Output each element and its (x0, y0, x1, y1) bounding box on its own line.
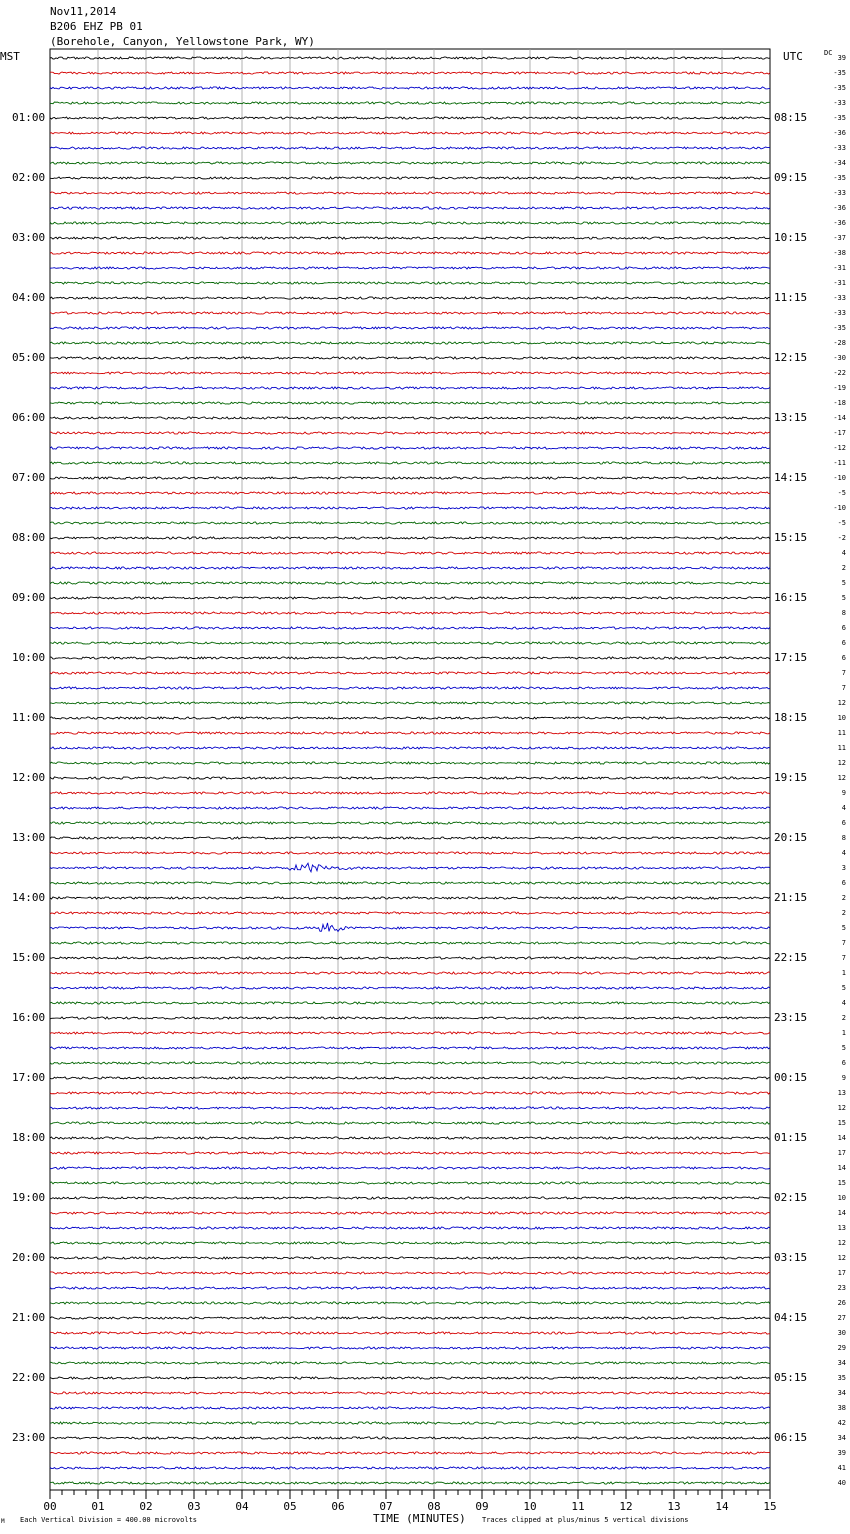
trace-lines (50, 57, 770, 1484)
seismic-trace (50, 1257, 770, 1259)
dc-offset-value: -33 (833, 99, 846, 107)
dc-offset-value: 26 (837, 1299, 846, 1307)
dc-offset-value: 12 (837, 699, 846, 707)
seismic-trace (50, 972, 770, 974)
seismic-trace (50, 687, 770, 689)
dc-column-header: DC (824, 49, 833, 57)
dc-offset-value: -36 (833, 129, 846, 137)
hour-label-mst: 06:00 (12, 411, 46, 424)
dc-offset-value: -11 (833, 459, 846, 467)
dc-offset-value: -35 (833, 174, 846, 182)
hour-label-utc: 04:15 (774, 1311, 808, 1324)
seismic-trace (50, 1242, 770, 1244)
dc-offset-value: 30 (837, 1329, 846, 1337)
seismic-trace (50, 957, 770, 959)
hour-label-mst: 11:00 (12, 711, 46, 724)
seismic-trace (50, 612, 770, 614)
dc-offset-value: 38 (837, 1404, 846, 1412)
dc-offset-value: 14 (837, 1164, 846, 1172)
hour-label-utc: 19:15 (774, 771, 808, 784)
x-tick-label: 14 (715, 1500, 729, 1513)
dc-offset-value: 27 (837, 1314, 846, 1322)
seismic-trace (50, 207, 770, 209)
seismic-trace (50, 1467, 770, 1469)
seismic-trace (50, 1092, 770, 1094)
x-tick-label: 07 (379, 1500, 393, 1513)
dc-offset-value: 14 (837, 1134, 846, 1142)
hour-label-mst: 05:00 (12, 351, 46, 364)
hour-label-utc: 23:15 (774, 1011, 808, 1024)
dc-offset-value: 34 (837, 1389, 846, 1397)
hour-label-utc: 02:15 (774, 1191, 808, 1204)
x-tick-label: 01 (91, 1500, 105, 1513)
hour-label-utc: 12:15 (774, 351, 808, 364)
x-tick-label: 12 (619, 1500, 633, 1513)
seismic-trace (50, 672, 770, 674)
dc-offset-value: -30 (833, 354, 846, 362)
seismic-trace (50, 1107, 770, 1109)
seismic-trace (50, 1017, 770, 1019)
seismic-trace (50, 777, 770, 779)
dc-offset-value: 10 (837, 714, 846, 722)
dc-offset-value: 7 (841, 939, 846, 947)
dc-offset-value: 2 (841, 1014, 846, 1022)
dc-offset-value: 7 (841, 684, 846, 692)
dc-offset-value: 4 (841, 849, 846, 857)
seismic-trace (50, 1047, 770, 1049)
dc-offset-value: -17 (833, 429, 846, 437)
dc-offset-value: -36 (833, 219, 846, 227)
dc-offset-value: -33 (833, 189, 846, 197)
seismic-trace (50, 732, 770, 734)
dc-offset-value: -10 (833, 474, 846, 482)
seismic-trace (50, 1347, 770, 1349)
hour-label-mst: 13:00 (12, 831, 46, 844)
seismic-trace (50, 252, 770, 254)
x-tick-label: 10 (523, 1500, 537, 1513)
seismic-trace (50, 1197, 770, 1199)
seismic-trace (50, 1482, 770, 1484)
dc-offset-value: 39 (837, 1449, 846, 1457)
x-tick-label: 02 (139, 1500, 153, 1513)
x-tick-label: 05 (283, 1500, 297, 1513)
dc-offset-value: -31 (833, 279, 846, 287)
seismic-trace (50, 597, 770, 599)
dc-offset-value: 34 (837, 1359, 846, 1367)
hour-label-mst: 14:00 (12, 891, 46, 904)
seismic-trace (50, 1452, 770, 1454)
seismic-trace (50, 642, 770, 644)
seismic-trace (50, 312, 770, 314)
hour-label-utc: 09:15 (774, 171, 808, 184)
seismic-trace (50, 582, 770, 584)
dc-offset-value: -18 (833, 399, 846, 407)
dc-offset-value: 2 (841, 894, 846, 902)
dc-offset-value: 15 (837, 1119, 846, 1127)
seismic-trace (50, 1137, 770, 1139)
seismic-trace (50, 1317, 770, 1319)
hour-label-mst: 10:00 (12, 651, 46, 664)
seismic-trace (50, 372, 770, 374)
seismic-trace (50, 447, 770, 449)
dc-offset-value: 12 (837, 774, 846, 782)
hour-label-mst: 16:00 (12, 1011, 46, 1024)
seismic-trace (50, 912, 770, 914)
grid-lines (50, 49, 770, 1490)
seismic-trace (50, 1287, 770, 1289)
hour-label-mst: 03:00 (12, 231, 46, 244)
seismic-trace (50, 1227, 770, 1229)
hour-label-mst: 07:00 (12, 471, 46, 484)
dc-offset-value: 40 (837, 1479, 846, 1487)
seismic-trace (50, 923, 770, 932)
dc-offset-value: -12 (833, 444, 846, 452)
hour-label-mst: 21:00 (12, 1311, 46, 1324)
dc-offset-value: 1 (841, 1029, 846, 1037)
dc-offset-value: 15 (837, 1179, 846, 1187)
seismic-trace (50, 717, 770, 719)
seismic-trace (50, 747, 770, 749)
seismic-trace (50, 1422, 770, 1424)
hour-label-utc: 11:15 (774, 291, 808, 304)
dc-offset-value: -19 (833, 384, 846, 392)
seismic-trace (50, 462, 770, 464)
seismic-trace (50, 147, 770, 149)
hour-label-mst: 22:00 (12, 1371, 46, 1384)
seismic-trace (50, 1002, 770, 1004)
dc-offset-value: 12 (837, 1254, 846, 1262)
hour-label-mst: 19:00 (12, 1191, 46, 1204)
hour-label-mst: 20:00 (12, 1251, 46, 1264)
dc-offset-value: 12 (837, 1239, 846, 1247)
x-tick-label: 03 (187, 1500, 201, 1513)
hour-label-mst: 12:00 (12, 771, 46, 784)
dc-offset-value: -22 (833, 369, 846, 377)
dc-offset-value: 5 (841, 594, 846, 602)
plot-date: Nov11,2014 (50, 5, 117, 18)
station-location: (Borehole, Canyon, Yellowstone Park, WY) (50, 35, 315, 48)
plot-frame (50, 49, 770, 1490)
x-tick-label: 08 (427, 1500, 441, 1513)
dc-offset-value: 23 (837, 1284, 846, 1292)
x-tick-label: 06 (331, 1500, 345, 1513)
dc-offset-value: 41 (837, 1464, 846, 1472)
seismic-trace (50, 117, 770, 119)
seismic-trace (50, 657, 770, 659)
seismic-trace (50, 87, 770, 89)
x-tick-label: 04 (235, 1500, 249, 1513)
seismic-trace (50, 537, 770, 539)
seismic-trace (50, 1332, 770, 1334)
dc-offset-value: -36 (833, 204, 846, 212)
dc-offset-value: 5 (841, 984, 846, 992)
x-axis-title: TIME (MINUTES) (373, 1512, 466, 1525)
dc-offset-value: 12 (837, 759, 846, 767)
seismic-trace (50, 72, 770, 74)
dc-offset-value: -35 (833, 114, 846, 122)
seismic-trace (50, 492, 770, 494)
x-tick-label: 15 (763, 1500, 777, 1513)
hour-label-utc: 17:15 (774, 651, 808, 664)
seismic-trace (50, 177, 770, 179)
hour-label-utc: 03:15 (774, 1251, 808, 1264)
hour-label-utc: 05:15 (774, 1371, 808, 1384)
dc-offset-value: -33 (833, 144, 846, 152)
dc-offset-value: 5 (841, 579, 846, 587)
seismic-trace (50, 327, 770, 329)
seismic-trace (50, 522, 770, 524)
right-timezone-label: UTC (783, 50, 803, 63)
hour-label-utc: 10:15 (774, 231, 808, 244)
hour-label-mst: 15:00 (12, 951, 46, 964)
dc-offset-value: 29 (837, 1344, 846, 1352)
seismic-trace (50, 57, 770, 59)
dc-offset-value: 6 (841, 654, 846, 662)
dc-offset-value: 10 (837, 1194, 846, 1202)
hour-label-utc: 00:15 (774, 1071, 808, 1084)
seismic-trace (50, 1062, 770, 1064)
scale-note: Each Vertical Division = 400.00 microvolts (20, 1516, 198, 1524)
seismic-trace (50, 132, 770, 134)
seismic-trace (50, 282, 770, 284)
dc-offset-value: 7 (841, 954, 846, 962)
dc-offset-value: -31 (833, 264, 846, 272)
dc-offset-value: 17 (837, 1269, 846, 1277)
seismic-trace (50, 1437, 770, 1439)
seismic-trace (50, 552, 770, 554)
hour-label-mst: 02:00 (12, 171, 46, 184)
seismic-trace (50, 267, 770, 269)
seismic-trace (50, 702, 770, 704)
dc-offset-value: 9 (841, 1074, 846, 1082)
dc-offset-value: 6 (841, 1059, 846, 1067)
seismic-trace (50, 402, 770, 404)
dc-offset-value: -2 (837, 534, 846, 542)
seismic-trace (50, 507, 770, 509)
dc-offset-value: 6 (841, 879, 846, 887)
hour-label-mst: 23:00 (12, 1431, 46, 1444)
seismic-trace (50, 1377, 770, 1379)
dc-offset-value: 14 (837, 1209, 846, 1217)
hour-label-mst: 04:00 (12, 291, 46, 304)
dc-offset-value: 8 (841, 834, 846, 842)
seismic-trace (50, 162, 770, 164)
seismic-trace (50, 897, 770, 899)
dc-offset-value: 4 (841, 804, 846, 812)
dc-offset-value: -33 (833, 309, 846, 317)
hour-label-utc: 22:15 (774, 951, 808, 964)
hour-label-utc: 01:15 (774, 1131, 808, 1144)
dc-offset-value: -34 (833, 159, 846, 167)
hour-label-utc: 21:15 (774, 891, 808, 904)
seismic-trace (50, 837, 770, 839)
seismic-trace (50, 1362, 770, 1364)
hour-label-mst: 18:00 (12, 1131, 46, 1144)
dc-offset-value: 13 (837, 1089, 846, 1097)
x-tick-label: 00 (43, 1500, 57, 1513)
dc-offset-value: 1 (841, 969, 846, 977)
left-timezone-label: MST (0, 50, 20, 63)
hour-label-utc: 08:15 (774, 111, 808, 124)
dc-offset-value: 5 (841, 1044, 846, 1052)
hour-label-mst: 01:00 (12, 111, 46, 124)
dc-offset-value: -28 (833, 339, 846, 347)
dc-offset-value: 6 (841, 639, 846, 647)
hour-label-mst: 17:00 (12, 1071, 46, 1084)
hour-label-utc: 16:15 (774, 591, 808, 604)
seismic-trace (50, 1077, 770, 1079)
seismic-trace (50, 762, 770, 764)
seismic-trace (50, 1212, 770, 1214)
hour-label-utc: 06:15 (774, 1431, 808, 1444)
hour-label-utc: 13:15 (774, 411, 808, 424)
seismic-trace (50, 1392, 770, 1394)
dc-offset-value: 8 (841, 609, 846, 617)
dc-offset-value: -33 (833, 294, 846, 302)
dc-offset-value: 6 (841, 819, 846, 827)
seismic-trace (50, 807, 770, 809)
x-tick-label: 13 (667, 1500, 681, 1513)
corner-mark: M (1, 1518, 5, 1525)
dc-offset-value: 4 (841, 549, 846, 557)
dc-offset-value: 17 (837, 1149, 846, 1157)
dc-offset-value: 9 (841, 789, 846, 797)
seismic-trace (50, 387, 770, 389)
dc-offset-value: -35 (833, 324, 846, 332)
hour-label-mst: 08:00 (12, 531, 46, 544)
seismic-trace (50, 792, 770, 794)
dc-offset-value: 7 (841, 669, 846, 677)
dc-offset-value: -5 (837, 489, 846, 497)
dc-offset-value: 39 (837, 54, 846, 62)
seismic-trace (50, 1272, 770, 1274)
seismic-trace (50, 627, 770, 629)
seismic-trace (50, 852, 770, 854)
x-tick-label: 11 (571, 1500, 585, 1513)
dc-offset-value: -37 (833, 234, 846, 242)
dc-offset-value: 12 (837, 1104, 846, 1112)
seismic-trace (50, 102, 770, 104)
seismic-trace (50, 863, 770, 872)
dc-offset-value: 11 (837, 744, 846, 752)
seismic-trace (50, 237, 770, 239)
seismic-trace (50, 567, 770, 569)
dc-offset-value: 13 (837, 1224, 846, 1232)
seismic-trace (50, 1407, 770, 1409)
dc-offset-value: 4 (841, 999, 846, 1007)
seismic-trace (50, 477, 770, 479)
seismic-trace (50, 417, 770, 419)
x-axis (50, 1490, 770, 1499)
dc-offset-value: 3 (841, 864, 846, 872)
seismic-trace (50, 357, 770, 359)
seismic-trace (50, 1302, 770, 1304)
hour-label-mst: 09:00 (12, 591, 46, 604)
x-tick-label: 09 (475, 1500, 489, 1513)
dc-offset-value: 2 (841, 564, 846, 572)
clip-note: Traces clipped at plus/minus 5 vertical divisions (482, 1516, 689, 1524)
seismic-trace (50, 1032, 770, 1034)
hour-label-utc: 14:15 (774, 471, 808, 484)
seismic-trace (50, 942, 770, 944)
dc-offset-value: 42 (837, 1419, 846, 1427)
dc-offset-value: 35 (837, 1374, 846, 1382)
dc-offset-value: 34 (837, 1434, 846, 1442)
seismic-trace (50, 822, 770, 824)
seismic-trace (50, 222, 770, 224)
hour-label-utc: 15:15 (774, 531, 808, 544)
hour-label-utc: 20:15 (774, 831, 808, 844)
seismic-trace (50, 1122, 770, 1124)
station-code: B206 EHZ PB 01 (50, 20, 143, 33)
dc-offset-value: 11 (837, 729, 846, 737)
dc-offset-value: -14 (833, 414, 846, 422)
seismic-trace (50, 342, 770, 344)
seismic-trace (50, 297, 770, 299)
seismic-trace (50, 987, 770, 989)
dc-offset-value: -38 (833, 249, 846, 257)
seismic-trace (50, 882, 770, 884)
dc-offset-value: -35 (833, 69, 846, 77)
dc-offset-value: 5 (841, 924, 846, 932)
seismic-trace (50, 1167, 770, 1169)
dc-offset-value: 6 (841, 624, 846, 632)
dc-offset-value: -35 (833, 84, 846, 92)
seismic-trace (50, 192, 770, 194)
dc-offset-value: 2 (841, 909, 846, 917)
dc-offset-value: -5 (837, 519, 846, 527)
hour-label-utc: 18:15 (774, 711, 808, 724)
seismic-trace (50, 1182, 770, 1184)
seismic-trace (50, 432, 770, 434)
dc-offset-value: -10 (833, 504, 846, 512)
seismic-trace (50, 1152, 770, 1154)
